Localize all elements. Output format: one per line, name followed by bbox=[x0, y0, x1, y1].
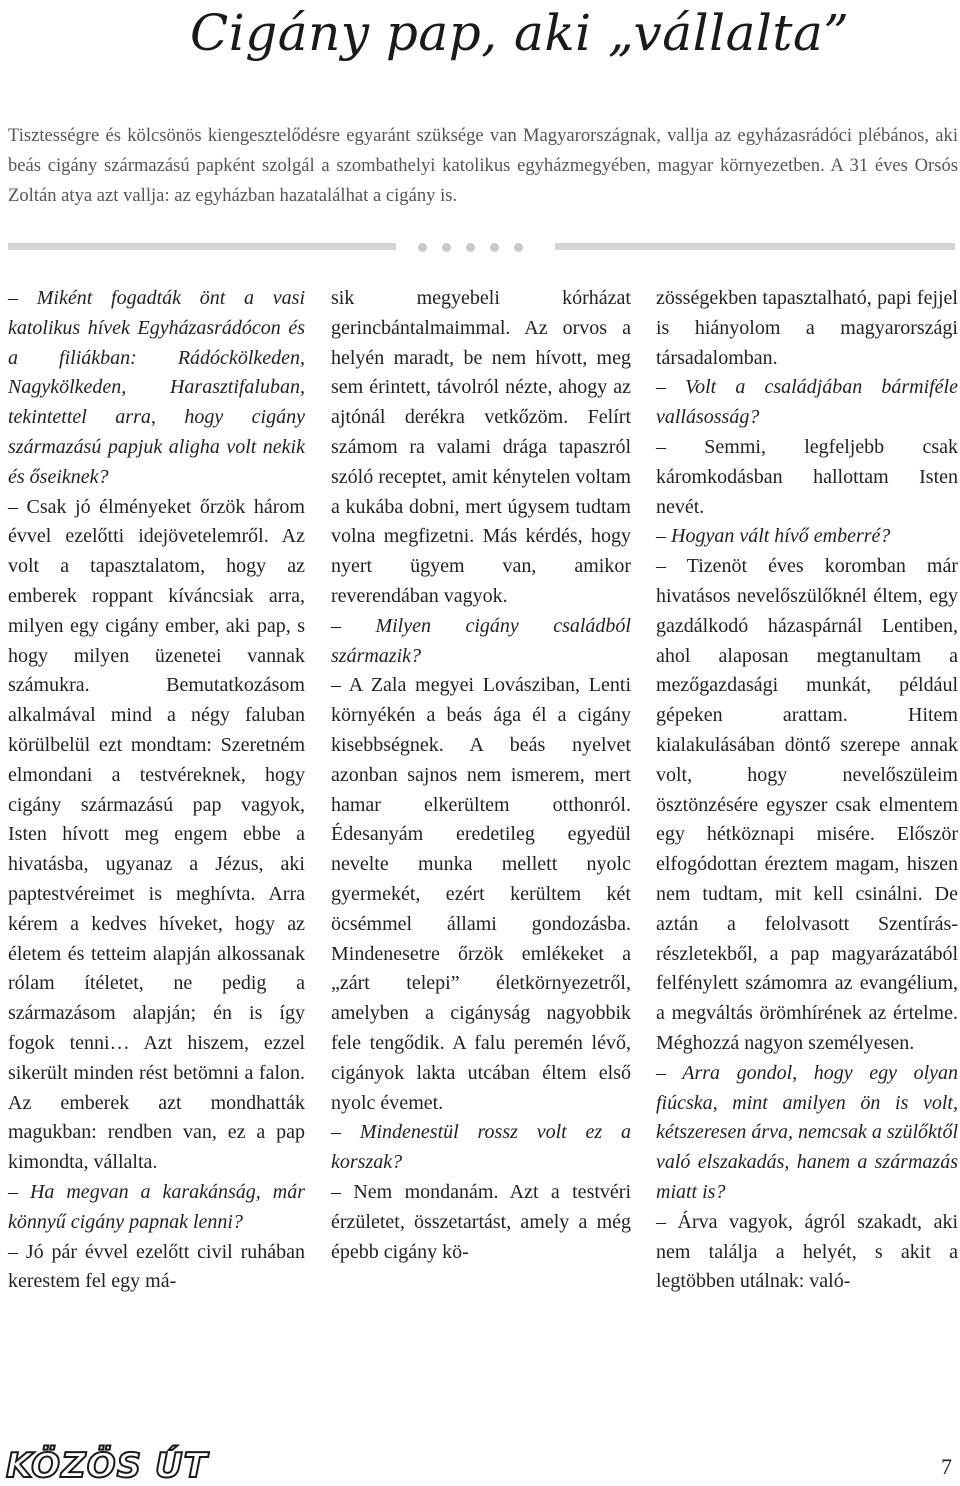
article-title: Cigány pap, aki „vállalta” bbox=[190, 4, 850, 62]
interview-question: – Arra gondol, hogy egy olyan fiúcska, mint amilyen ön is volt, kétszeresen árva, nemcsak a szülőktől való elszakadás, hanem a származás miatt is? bbox=[656, 1061, 958, 1203]
interview-answer: – Tizenöt éves koromban már hivatásos nevelőszülőknél éltem, egy gazdálkodó házaspárnál Lentiben, ahol alaposan megtanultam a mezőgazdasági munkát, például gépeken arattam. Hitem kialakulásában döntő szerepe annak volt, hogy nevelőszüleim ösztönzésére egyszer csak elmentem egy hétköznapi misére. Először elfogódottan éreztem magam, hiszen nem tudtam, mit kell csinálni. De aztán a felolvasott Szentírás-részletekből, a pap magyarázatából felfénylett számomra az evangélium, a megváltás örömhírének az értelme. Méghozzá nagyon személyesen. bbox=[656, 555, 958, 1054]
interview-answer: sik megyebeli kórházat gerincbántalmaimmal. Az orvos a helyén maradt, be nem hívott, meg sem érintett, távolról nézte, ahogy az ajtónál derékra vetkőzöm. Felírt számom ra valami drága tapaszról szóló receptet, amit kénytelen voltam a kukába dobni, mert úgysem tudtam volna megfizetni. Más kérdés, hogy nyert ügyem van, amikor reverendában vagyok. bbox=[331, 287, 631, 607]
interview-answer: – Semmi, legfeljebb csak káromkodásban hallottam Isten nevét. bbox=[656, 435, 958, 518]
interview-answer: – Árva vagyok, ágról szakadt, aki nem találja a helyét, s akit a legtöbben utálnak: való- bbox=[656, 1210, 958, 1293]
article-lead: Tisztességre és kölcsönös kiengesztelődésre egyaránt szüksége van Magyarországnak, vallja az egyházasrádóci plébános, aki beás cigány származású papként szolgál a szombathelyi katolikus egyházmegyében, magyar környezetben. A 31 éves Orsós Zoltán atya azt vallja: az egyházban hazatalálhat a cigány is. bbox=[8, 125, 958, 206]
interview-question: – Milyen cigány családból származik? bbox=[331, 614, 631, 667]
divider-dots bbox=[416, 241, 536, 253]
divider-bar-left bbox=[8, 243, 396, 250]
interview-answer: – Csak jó élményeket őrzök három évvel ezelőtti idejövetelemről. Az volt a tapasztalatom, hogy az emberek roppant kíváncsiak arra, milyen egy cigány ember, aki pap, s hogy milyen üzenetei vannak számukra. Bemutatkozásom alkalmával mind a négy faluban körülbelül ezt mondtam: Szeretném elmondani a testvéreknek, hogy cigány származású pap vagyok, Isten hívott meg engem ebbe a hivatásba, ugyanaz a Jézus, aki paptestvéreimet is meghívta. Arra kérem a kedves híveket, hogy az életem és tetteim alapján alkossanak rólam ítéletet, ne pedig a származásom alapján; én is így fogok tenni… Azt hiszem, ezzel sikerült minden rést betömni a falon. Az emberek azt mondhatták magukban: rendben van, ez a pap kimondta, vállalta. bbox=[8, 495, 305, 1174]
interview-answer: – Nem mondanám. Azt a testvéri érzületet, összetartást, amely a még épebb cigány kö- bbox=[331, 1180, 631, 1263]
interview-question: – Volt a családjában bármiféle vallásosság? bbox=[656, 376, 958, 429]
page-number: 7 bbox=[941, 1454, 952, 1479]
divider-dot bbox=[442, 243, 451, 252]
divider-bar-right bbox=[555, 243, 955, 250]
interview-question: – Miként fogadták önt a vasi katolikus hívek Egyházasrádócon és a filiákban: Rádóckölkeden, Nagykölkeden, Harasztifaluban, tekintettel arra, hogy cigány származású papjuk aligha volt nekik és őseiknek? bbox=[8, 287, 305, 488]
interview-answer: – Jó pár évvel ezelőtt civil ruhában kerestem fel egy má- bbox=[8, 1240, 305, 1293]
divider-dot bbox=[418, 243, 427, 252]
interview-answer: zösségekben tapasztalható, papi fejjel is hiányolom a magyarországi társadalomban. bbox=[656, 287, 958, 369]
divider-dot bbox=[490, 243, 499, 252]
divider-dot bbox=[466, 243, 475, 252]
interview-question: – Hogyan vált hívő emberré? bbox=[656, 525, 891, 548]
text-column-2 bbox=[331, 284, 631, 1267]
text-column-3 bbox=[656, 284, 958, 1297]
divider-dot bbox=[514, 243, 523, 252]
interview-question: – Mindenestül rossz volt ez a korszak? bbox=[331, 1121, 631, 1174]
interview-question: – Ha megvan a karakánság, már könnyű cigány papnak lenni? bbox=[8, 1180, 305, 1233]
magazine-logo: KÖZÖS ÚT bbox=[6, 1446, 208, 1486]
text-column-1 bbox=[8, 284, 305, 1297]
interview-answer: – A Zala megyei Lovásziban, Lenti környékén a beás ága él a cigány kisebbségnek. A beás nyelvet azonban sajnos nem ismerem, mert hamar elkerültem otthonról. Édesanyám eredetileg egyedül nevelte munka mellett nyolc gyermekét, ezért kerültem két öcsémmel állami gondozásba. Mindenesetre őrzök emlékeket a „zárt telepi” életkörnyezetről, amelyben a cigányság nagyobbik fele tengődik. A falu peremén lévő, cigányok lakta utcában éltem első nyolc évemet. bbox=[331, 674, 631, 1114]
section-divider bbox=[0, 238, 960, 258]
